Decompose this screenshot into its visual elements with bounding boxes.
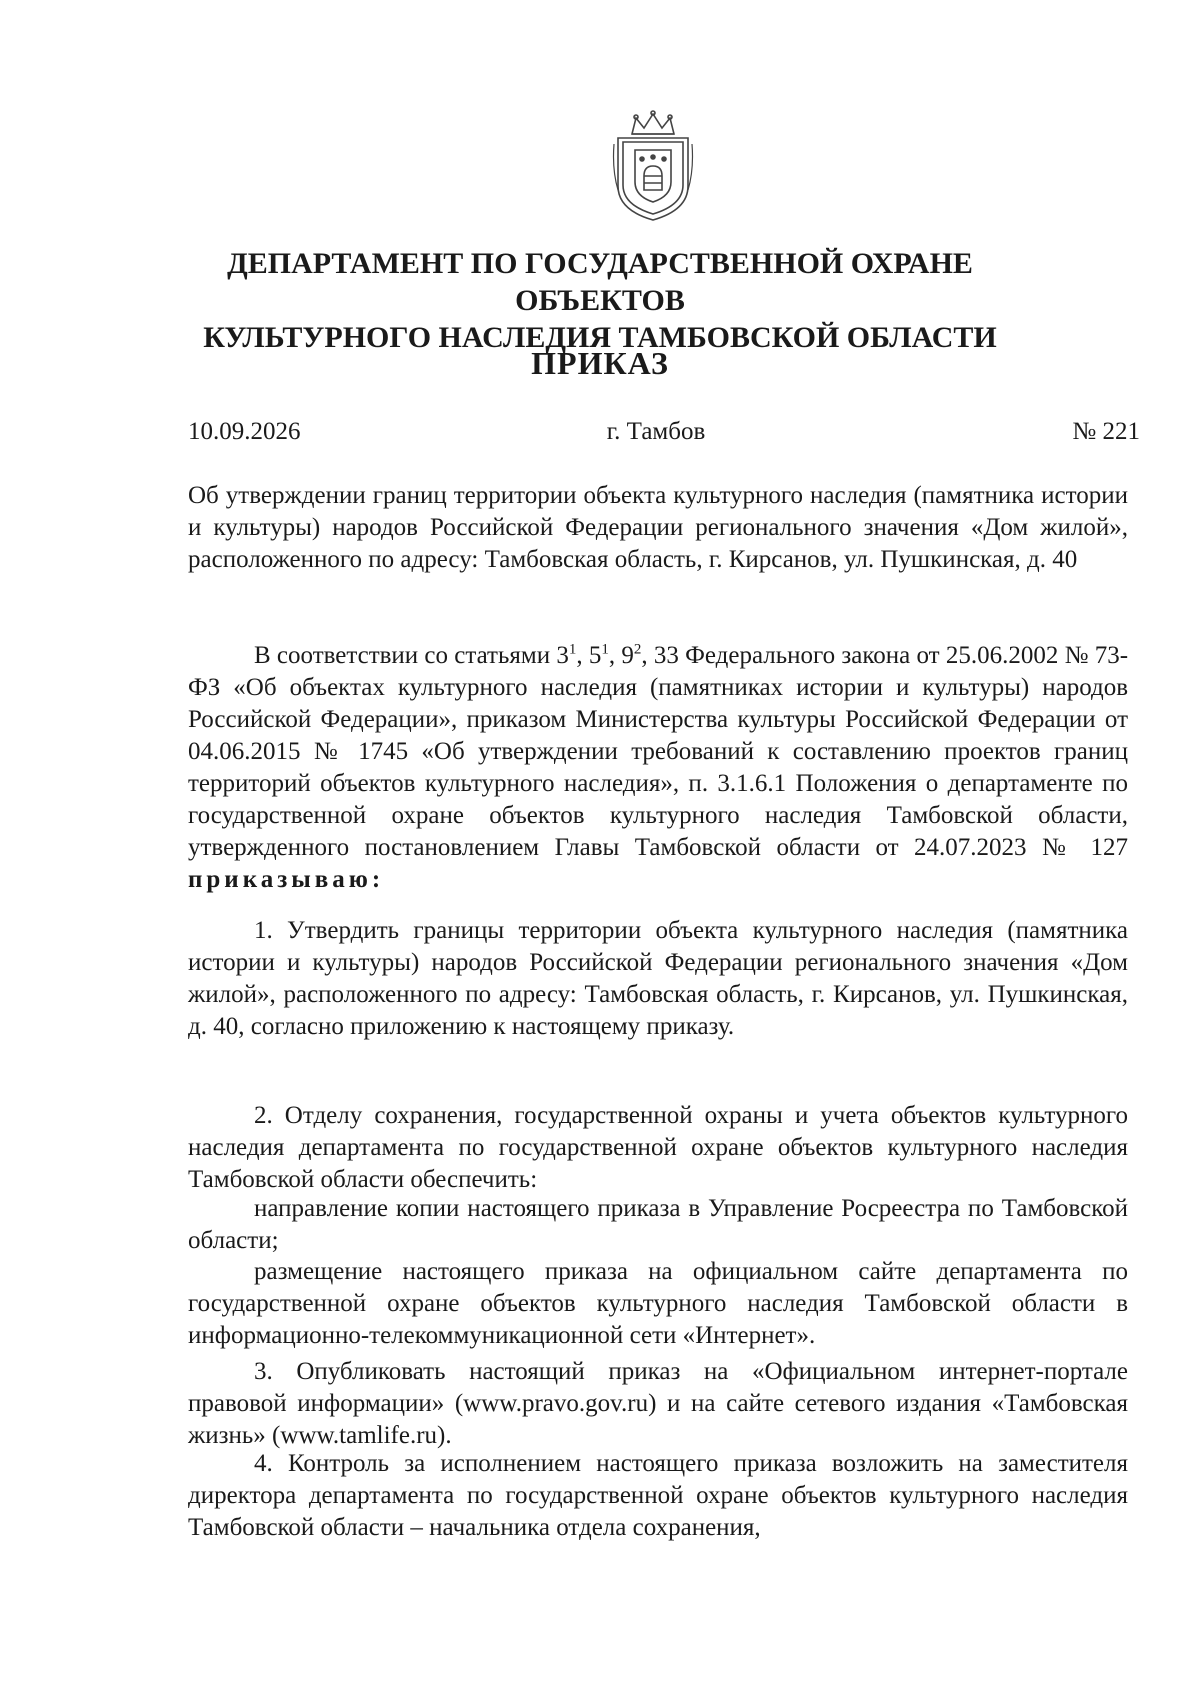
department-name-line-1: ДЕПАРТАМЕНТ ПО ГОСУДАРСТВЕННОЙ ОХРАНЕ ОБЪЕКТОВ	[227, 247, 973, 317]
order-item-4: 4. Контроль за исполнением настоящего приказа возложить на заместителя директора департамента по государственной охране объектов культурного наследия Тамбовской области – начальника отдела сохранения,	[188, 1450, 1128, 1541]
document-number: № 221	[1072, 418, 1140, 445]
order-item-1: 1. Утвердить границы территории объекта культурного наследия (памятника истории и культуры) народов Российской Федерации регионального значения «Дом жилой», расположенного по адресу: Тамбовская область, г. Кирсанов, ул. Пушкинская, д. 40, согласно приложению к настоящему приказу.	[188, 917, 1128, 1040]
department-name-line-2: КУЛЬТУРНОГО НАСЛЕДИЯ ТАМБОВСКОЙ ОБЛАСТИ	[203, 321, 997, 354]
department-name	[160, 245, 1040, 356]
preamble-superscript-3: 2	[633, 641, 642, 658]
preamble-text-2: , 5	[576, 642, 602, 669]
document-subject: Об утверждении границ территории объекта культурного наследия (памятника истории и культуры) народов Российской Федерации регионального значения «Дом жилой», расположенного по адресу: Тамбовская область, г. Кирсанов, ул. Пушкинская, д. 40	[188, 482, 1128, 573]
order-item-2: 2. Отделу сохранения, государственной охраны и учета объектов культурного наследия департамента по государственной охране объектов культурного наследия Тамбовской области обеспечить:	[188, 1102, 1128, 1193]
preamble-text-4: , 33 Федерального закона от 25.06.2002 № 73-ФЗ «Об объектах культурного наследия (памятниках истории и культуры) народов Российской Федерации», приказом Министерства культуры Российской Федерации от 04.06.2015 № 1745 «Об утверждении требований к составлению проектов границ территорий объектов культурного наследия», п. 3.1.6.1 Положения о департаменте по государственной охране объектов культурного наследия Тамбовской области, утвержденного постановлением Главы Тамбовской области от 24.07.2023 № 127	[188, 642, 1129, 861]
preamble-text-1: В соответствии со статьями 3	[254, 642, 569, 669]
order-word: приказываю:	[188, 866, 385, 893]
preamble-text-3: , 9	[608, 642, 634, 669]
order-item-3: 3. Опубликовать настоящий приказ на «Официальном интернет-портале правовой информации» (www.pravo.gov.ru) и на сайте сетевого издания «Тамбовская жизнь» (www.tamlife.ru).	[188, 1358, 1128, 1449]
document-city: г. Тамбов	[606, 418, 706, 445]
document-type: ПРИКАЗ	[531, 345, 669, 381]
document-date: 10.09.2026	[188, 418, 301, 445]
preamble-paragraph	[188, 640, 1128, 896]
order-subitem-rosreestr: направление копии настоящего приказа в Управление Росреестра по Тамбовской области;	[188, 1195, 1128, 1254]
coat-of-arms-icon	[610, 110, 696, 224]
preamble-superscript-1: 1	[568, 641, 577, 658]
preamble-superscript-2: 1	[601, 641, 609, 658]
order-subitem-website: размещение настоящего приказа на официальном сайте департамента по государственной охране объектов культурного наследия Тамбовской области в информационно-телекоммуникационной сети «Интернет».	[188, 1258, 1128, 1349]
